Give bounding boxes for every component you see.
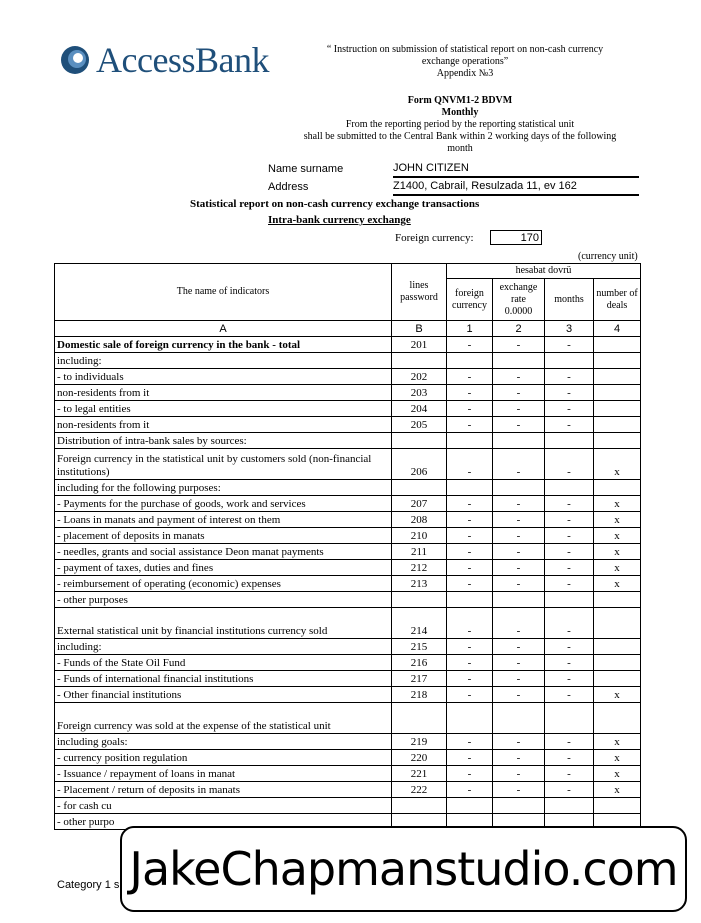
foreign-currency-cell: - (447, 528, 493, 544)
line-code-cell: 222 (392, 782, 447, 798)
indicator-cell: Foreign currency was sold at the expense of the statistical unit (55, 703, 392, 734)
line-code-cell: 205 (392, 417, 447, 433)
table-row (55, 687, 641, 703)
indicator-cell: - Placement / return of deposits in manats (55, 782, 392, 798)
indicator-cell: non-residents from it (55, 385, 392, 401)
exchange-rate-cell: - (493, 671, 545, 687)
exchange-rate-cell: - (493, 766, 545, 782)
exchange-rate-cell: - (493, 544, 545, 560)
exchange-rate-cell: - (493, 337, 545, 353)
column-letter: B (392, 321, 447, 337)
column-number: 3 (545, 321, 594, 337)
submission-line: month (447, 143, 473, 154)
months-cell: - (545, 401, 594, 417)
line-code-cell: 212 (392, 560, 447, 576)
line-code-cell: 221 (392, 766, 447, 782)
table-row (55, 750, 641, 766)
line-code-cell: 210 (392, 528, 447, 544)
header-foreign-currency: foreign currency (447, 279, 493, 321)
column-number: 2 (493, 321, 545, 337)
indicator-cell: - Other financial institutions (55, 687, 392, 703)
header-period-group: hesabat dovrü (447, 264, 641, 279)
header-exchange-rate-line: rate (511, 293, 526, 305)
months-cell: - (545, 417, 594, 433)
table-row (55, 401, 641, 417)
line-code-cell: 218 (392, 687, 447, 703)
report-title: Statistical report on non-cash currency exchange transactions (190, 198, 480, 210)
months-cell (545, 798, 594, 814)
form-info (275, 95, 645, 155)
line-code-cell: 213 (392, 576, 447, 592)
name-label: Name surname (268, 163, 344, 175)
line-code-cell (392, 703, 447, 734)
number-of-deals-cell: x (594, 576, 641, 592)
submission-line: From the reporting period by the reporting statistical unit (345, 119, 575, 130)
months-cell: - (545, 337, 594, 353)
indicator-cell: - reimbursement of operating (economic) expenses (55, 576, 392, 592)
indicator-cell: including for the following purposes: (55, 480, 392, 496)
foreign-currency-cell: - (447, 655, 493, 671)
line-code-cell (392, 592, 447, 608)
indicator-cell: Domestic sale of foreign currency in the bank - total (55, 337, 392, 353)
months-cell (545, 353, 594, 369)
table-row (55, 337, 641, 353)
exchange-rate-cell: - (493, 528, 545, 544)
line-code-cell: 201 (392, 337, 447, 353)
currency-label: Foreign currency: (395, 232, 474, 244)
number-of-deals-cell: x (594, 750, 641, 766)
months-cell: - (545, 766, 594, 782)
address-field[interactable] (393, 180, 639, 196)
indicator-cell: - Payments for the purchase of goods, work and services (55, 496, 392, 512)
table-row (55, 417, 641, 433)
line-code-cell: 204 (392, 401, 447, 417)
foreign-currency-cell (447, 433, 493, 449)
report-subtitle: Intra-bank currency exchange (268, 214, 411, 226)
table-row (55, 353, 641, 369)
indicator-cell: - placement of deposits in manats (55, 528, 392, 544)
indicator-cell: - Funds of the State Oil Fund (55, 655, 392, 671)
table-row (55, 528, 641, 544)
instruction-header (315, 44, 615, 80)
column-number: 4 (594, 321, 641, 337)
indicator-cell: - Loans in manats and payment of interest on them (55, 512, 392, 528)
foreign-currency-cell: - (447, 496, 493, 512)
currency-unit-note: (currency unit) (578, 251, 638, 262)
header-lines: lines password (392, 264, 447, 321)
exchange-rate-cell: - (493, 560, 545, 576)
indicator-cell: - to individuals (55, 369, 392, 385)
bank-logo (60, 40, 300, 80)
months-cell: - (545, 671, 594, 687)
name-field[interactable] (393, 162, 639, 178)
number-of-deals-cell: x (594, 496, 641, 512)
exchange-rate-cell: - (493, 608, 545, 639)
table-row (55, 782, 641, 798)
foreign-currency-cell (447, 798, 493, 814)
address-value: Z1400, Cabrail, Resulzada 11, ev 162 (393, 180, 577, 192)
statistics-table (54, 263, 641, 830)
foreign-currency-cell (447, 480, 493, 496)
exchange-rate-cell: - (493, 734, 545, 750)
form-frequency: Monthly (441, 107, 479, 118)
indicator-cell: Distribution of intra-bank sales by sources: (55, 433, 392, 449)
line-code-cell: 211 (392, 544, 447, 560)
header-exchange-rate (493, 279, 545, 321)
number-of-deals-cell (594, 480, 641, 496)
form-code: Form QNVM1-2 BDVM (407, 95, 513, 106)
header-exchange-rate-line: exchange (499, 281, 538, 293)
number-of-deals-cell: x (594, 512, 641, 528)
exchange-rate-cell: - (493, 512, 545, 528)
line-code-cell: 208 (392, 512, 447, 528)
number-of-deals-cell: x (594, 560, 641, 576)
number-of-deals-cell (594, 433, 641, 449)
months-cell: - (545, 608, 594, 639)
table-row (55, 480, 641, 496)
header-indicator: The name of indicators (55, 264, 392, 321)
table-row (55, 512, 641, 528)
foreign-currency-cell: - (447, 734, 493, 750)
months-cell (545, 480, 594, 496)
foreign-currency-cell: - (447, 337, 493, 353)
number-of-deals-cell (594, 592, 641, 608)
foreign-currency-cell: - (447, 687, 493, 703)
foreign-currency-cell: - (447, 782, 493, 798)
foreign-currency-cell: - (447, 766, 493, 782)
currency-code-value: 170 (520, 232, 539, 244)
instruction-line: exchange operations” (421, 56, 509, 67)
submission-line: shall be submitted to the Central Bank within 2 working days of the following (303, 131, 617, 142)
instruction-line: “ Instruction on submission of statistical report on non-cash currency (326, 44, 604, 55)
number-of-deals-cell (594, 417, 641, 433)
number-of-deals-cell (594, 401, 641, 417)
line-code-cell: 207 (392, 496, 447, 512)
number-of-deals-cell: x (594, 782, 641, 798)
currency-code-field[interactable] (490, 230, 542, 245)
indicator-cell: External statistical unit by financial institutions currency sold (55, 608, 392, 639)
number-of-deals-cell (594, 655, 641, 671)
months-cell (545, 592, 594, 608)
line-code-cell (392, 433, 447, 449)
foreign-currency-cell: - (447, 560, 493, 576)
column-letter-row (55, 321, 641, 337)
foreign-currency-cell: - (447, 750, 493, 766)
exchange-rate-cell (493, 480, 545, 496)
table-row (55, 592, 641, 608)
months-cell (545, 703, 594, 734)
indicator-cell: - Issuance / repayment of loans in manat (55, 766, 392, 782)
exchange-rate-cell: - (493, 750, 545, 766)
foreign-currency-cell: - (447, 385, 493, 401)
foreign-currency-cell: - (447, 401, 493, 417)
number-of-deals-cell (594, 353, 641, 369)
months-cell: - (545, 496, 594, 512)
indicator-cell: - Funds of international financial institutions (55, 671, 392, 687)
number-of-deals-cell (594, 369, 641, 385)
number-of-deals-cell: x (594, 766, 641, 782)
months-cell: - (545, 687, 594, 703)
table-header-row (55, 264, 641, 279)
exchange-rate-cell: - (493, 401, 545, 417)
line-code-cell: 214 (392, 608, 447, 639)
bank-logo-mark-icon (60, 45, 90, 75)
column-number: 1 (447, 321, 493, 337)
exchange-rate-cell (493, 798, 545, 814)
months-cell: - (545, 734, 594, 750)
table-row (55, 671, 641, 687)
indicator-cell: - needles, grants and social assistance Deon manat payments (55, 544, 392, 560)
number-of-deals-cell (594, 798, 641, 814)
months-cell: - (545, 560, 594, 576)
months-cell: - (545, 655, 594, 671)
foreign-currency-cell: - (447, 608, 493, 639)
foreign-currency-cell: - (447, 671, 493, 687)
line-code-cell: 220 (392, 750, 447, 766)
line-code-cell: 215 (392, 639, 447, 655)
foreign-currency-cell: - (447, 449, 493, 480)
line-code-cell: 206 (392, 449, 447, 480)
indicator-cell: including goals: (55, 734, 392, 750)
months-cell: - (545, 385, 594, 401)
foreign-currency-cell: - (447, 369, 493, 385)
table-row (55, 608, 641, 639)
line-code-cell: 202 (392, 369, 447, 385)
months-cell (545, 433, 594, 449)
table-row (55, 798, 641, 814)
number-of-deals-cell: x (594, 449, 641, 480)
months-cell: - (545, 750, 594, 766)
line-code-cell: 217 (392, 671, 447, 687)
number-of-deals-cell (594, 639, 641, 655)
address-label: Address (268, 181, 309, 193)
months-cell: - (545, 639, 594, 655)
instruction-line: Appendix №3 (436, 68, 494, 79)
table-row (55, 385, 641, 401)
exchange-rate-cell: - (493, 496, 545, 512)
number-of-deals-cell: x (594, 528, 641, 544)
watermark-banner (120, 826, 687, 912)
header-months: months (545, 279, 594, 321)
line-code-cell (392, 480, 447, 496)
table-row (55, 734, 641, 750)
exchange-rate-cell: - (493, 655, 545, 671)
table-row (55, 703, 641, 734)
name-value: JOHN CITIZEN (393, 162, 469, 174)
exchange-rate-cell: - (493, 687, 545, 703)
table-row (55, 560, 641, 576)
number-of-deals-cell: x (594, 734, 641, 750)
table-row (55, 576, 641, 592)
footer-category: Category 1 s (57, 879, 120, 891)
table-row (55, 369, 641, 385)
table-row (55, 433, 641, 449)
exchange-rate-cell: - (493, 576, 545, 592)
header-exchange-rate-line: 0.0000 (504, 305, 533, 317)
line-code-cell: 219 (392, 734, 447, 750)
foreign-currency-cell: - (447, 512, 493, 528)
bank-logo-text: AccessBank (96, 40, 269, 80)
foreign-currency-cell (447, 703, 493, 734)
foreign-currency-cell: - (447, 639, 493, 655)
months-cell: - (545, 369, 594, 385)
exchange-rate-cell: - (493, 417, 545, 433)
months-cell: - (545, 576, 594, 592)
table-row (55, 544, 641, 560)
table-row (55, 496, 641, 512)
indicator-cell: - payment of taxes, duties and fines (55, 560, 392, 576)
exchange-rate-cell (493, 353, 545, 369)
exchange-rate-cell (493, 433, 545, 449)
table-row (55, 639, 641, 655)
exchange-rate-cell: - (493, 369, 545, 385)
indicator-cell: including: (55, 353, 392, 369)
table-row (55, 655, 641, 671)
exchange-rate-cell (493, 703, 545, 734)
column-letter: A (55, 321, 392, 337)
table-row (55, 449, 641, 480)
indicator-cell: non-residents from it (55, 417, 392, 433)
months-cell: - (545, 528, 594, 544)
indicator-cell: - to legal entities (55, 401, 392, 417)
line-code-cell: 203 (392, 385, 447, 401)
exchange-rate-cell: - (493, 639, 545, 655)
line-code-cell (392, 798, 447, 814)
indicator-cell: - other purposes (55, 592, 392, 608)
foreign-currency-cell: - (447, 544, 493, 560)
exchange-rate-cell: - (493, 385, 545, 401)
line-code-cell: 216 (392, 655, 447, 671)
indicator-cell: Foreign currency in the statistical unit by customers sold (non-financial institutions) (55, 449, 392, 480)
number-of-deals-cell: x (594, 687, 641, 703)
exchange-rate-cell: - (493, 782, 545, 798)
foreign-currency-cell: - (447, 576, 493, 592)
watermark-text: JakeChapmanstudio.com (129, 842, 678, 896)
months-cell: - (545, 449, 594, 480)
months-cell: - (545, 782, 594, 798)
months-cell: - (545, 544, 594, 560)
line-code-cell (392, 353, 447, 369)
header-number-of-deals: number of deals (594, 279, 641, 321)
exchange-rate-cell: - (493, 449, 545, 480)
indicator-cell: including: (55, 639, 392, 655)
exchange-rate-cell (493, 592, 545, 608)
number-of-deals-cell (594, 608, 641, 639)
table-row (55, 766, 641, 782)
indicator-cell: - currency position regulation (55, 750, 392, 766)
number-of-deals-cell (594, 703, 641, 734)
number-of-deals-cell: x (594, 544, 641, 560)
number-of-deals-cell (594, 385, 641, 401)
indicator-cell: - for cash cu (55, 798, 392, 814)
months-cell: - (545, 512, 594, 528)
number-of-deals-cell (594, 671, 641, 687)
indicator-cell: - other purpo (55, 814, 392, 830)
foreign-currency-cell (447, 592, 493, 608)
foreign-currency-cell (447, 353, 493, 369)
number-of-deals-cell (594, 337, 641, 353)
foreign-currency-cell: - (447, 417, 493, 433)
